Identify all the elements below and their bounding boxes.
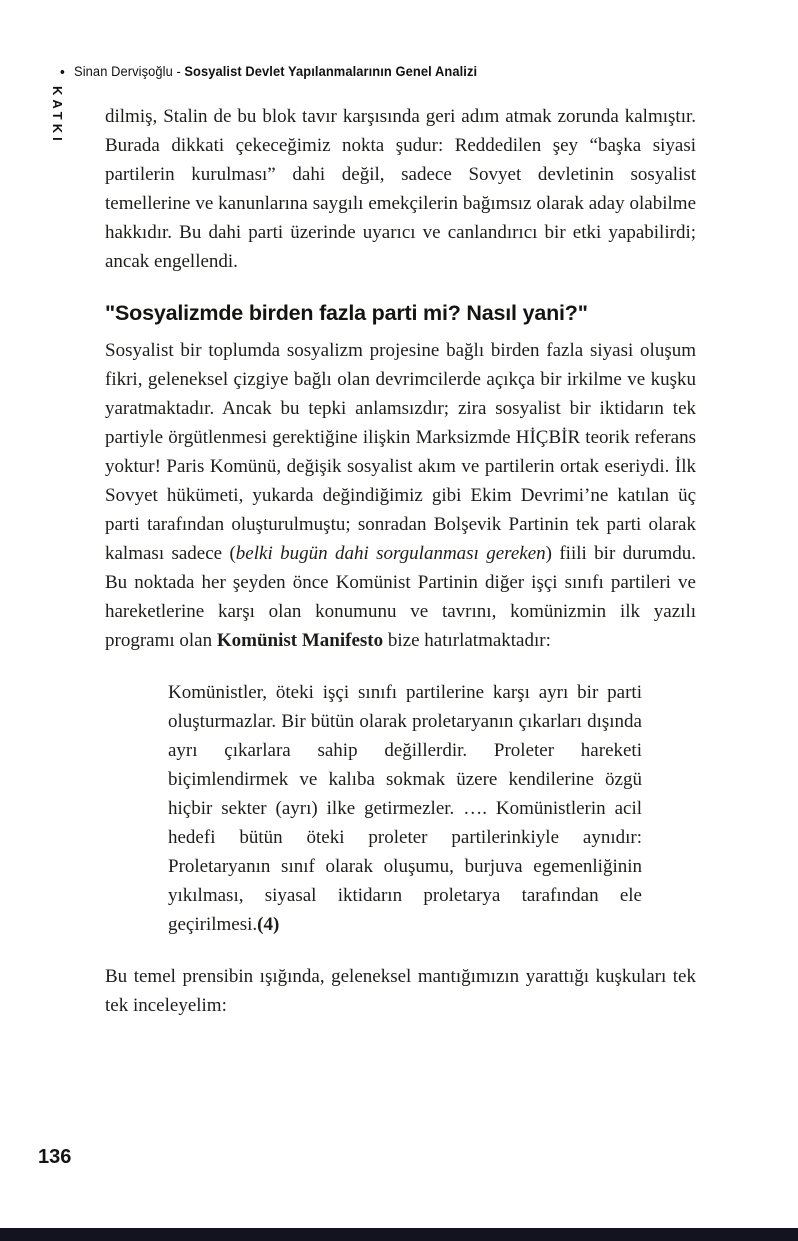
manifesto-blockquote xyxy=(168,678,642,939)
paragraph-closing: Bu temel prensibin ışığında, geleneksel mantığımızın yarattığı kuşkuları tek tek inceleyelim: xyxy=(105,966,696,1016)
page-content xyxy=(105,102,696,1020)
bullet-icon: • xyxy=(60,64,65,81)
text-run: Sosyalist bir toplumda sosyalizm projesine bağlı birden fazla siyasi oluşum fikri, geleneksel çizgiye bağlı olan devrimcilerde açıkça bir irkilme ve kuşku yaratmaktadır. Ancak bu tepki anlamsızdır; zira sosyalist bir iktidarın tek partiyle örgütlenmesi gerektiğine ilişkin Marksizmde HİÇBİR teorik referans yoktur! Paris Komünü, değişik sosyalist akım ve partilerin ortak eseriydi. İlk Sovyet hükümeti, yukarda değindiğimiz gibi Ekim Devrimi’ne katılan üç parti tarafından oluşturulmuştu; sonradan Bolşevik Partinin tek parti olarak kalması sadece ( xyxy=(105,340,696,564)
header-author: Sinan Dervişoğlu xyxy=(74,63,173,79)
text-run: Komünist Manifesto xyxy=(216,630,384,651)
margin-label-katki: KATKI xyxy=(50,86,65,145)
paragraph-continuation: dilmiş, Stalin de bu blok tavır karşısında geri adım atmak zorunda kalmıştır. Burada dikkati çekeceğimiz nokta şudur: Reddedilen şey “başka siyasi partilerin kurulması” dahi değil, sadece Sovyet devletinin sosyalist temellerine ve kanunlarına saygılı emekçilerin bağımsız olarak aday olabilme hakkıdır. Bu dahi parti üzerinde uyarıcı ve canlandırıcı bir etki yapabilirdi; ancak engellendi. xyxy=(105,106,696,272)
text-run: Komünistler, öteki işçi sınıfı partilerine karşı ayrı bir parti oluşturmazlar. Bir bütün olarak proletaryanın çıkarları dışında ayrı çıkarlara sahip değillerdir. Proleter hareketi biçimlendirmek ve kalıba sokmak üzere kendilerine özgü hiçbir sekter (ayrı) ilke getirmezler. …. Komünistlerin acil hedefi bütün öteki proleter partilerinkiyle aynıdır: Proletaryanın sınıf olarak oluşumu, burjuva egemenliğinin yıkılması, siyasal iktidarın proletarya tarafından ele geçirilmesi. xyxy=(168,682,642,935)
text-run: bize hatırlatmaktadır: xyxy=(383,630,551,651)
text-run: belki bugün dahi sorgulanması gereken xyxy=(235,543,546,564)
text-run: ) fiili bir durumdu. Bu noktada her şeyden önce Komünist Partinin diğer işçi sınıfı partileri ve hareketlerine karşı olan konumunu ve tavrını, komünizmin ilk yazılı programı olan xyxy=(105,543,696,651)
page-edge-bar xyxy=(0,1228,798,1241)
page-header xyxy=(60,63,649,81)
header-book-title: Sosyalist Devlet Yapılanmalarının Genel Analizi xyxy=(184,63,478,79)
paragraph-main xyxy=(105,336,696,655)
page-number: 136 xyxy=(38,1146,72,1168)
section-heading: "Sosyalizmde birden fazla parti mi? Nasıl yani?" xyxy=(105,301,588,325)
header-separator: - xyxy=(172,63,185,79)
text-run: (4) xyxy=(257,914,280,935)
